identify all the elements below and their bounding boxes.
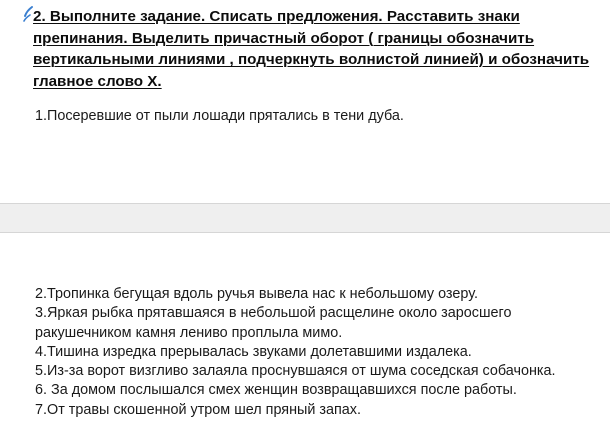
- sentence-5: 5.Из-за ворот визгливо залаяла проснувшаяся от шума соседская собачонка.: [35, 363, 556, 380]
- blue-tick-icon: [22, 4, 38, 24]
- sentence-6: 6. За домом послышался смех женщин возвращавшихся после работы.: [35, 382, 517, 399]
- sentence-3: 3.Яркая рыбка прятавшаяся в небольшой расщелине около заросшего ракушечником камня лениво проплыла мимо.: [35, 305, 512, 341]
- task-card: [0, 0, 610, 203]
- sentence-4: 4.Тишина изредка прерывалась звуками долетавшими издалека.: [35, 343, 472, 360]
- sentence-7: 7.От травы скошенной утром шел пряный запах.: [35, 401, 362, 418]
- sentences-card: [0, 233, 610, 447]
- task-heading: 2. Выполните задание. Списать предложения. Расставить знаки препинания. Выделить причастный оборот ( границы обозначить вертикальными линиями , подчеркнуть волнистой линией) и обозначить главное слово Х.: [33, 8, 590, 90]
- sentence-list: [35, 285, 595, 420]
- sentence-1: 1.Посеревшие от пыли лошади прятались в тени дуба.: [35, 108, 404, 124]
- page-divider: [0, 203, 610, 233]
- sentence-2: 2.Тропинка бегущая вдоль ручья вывела нас к небольшому озеру.: [35, 286, 478, 302]
